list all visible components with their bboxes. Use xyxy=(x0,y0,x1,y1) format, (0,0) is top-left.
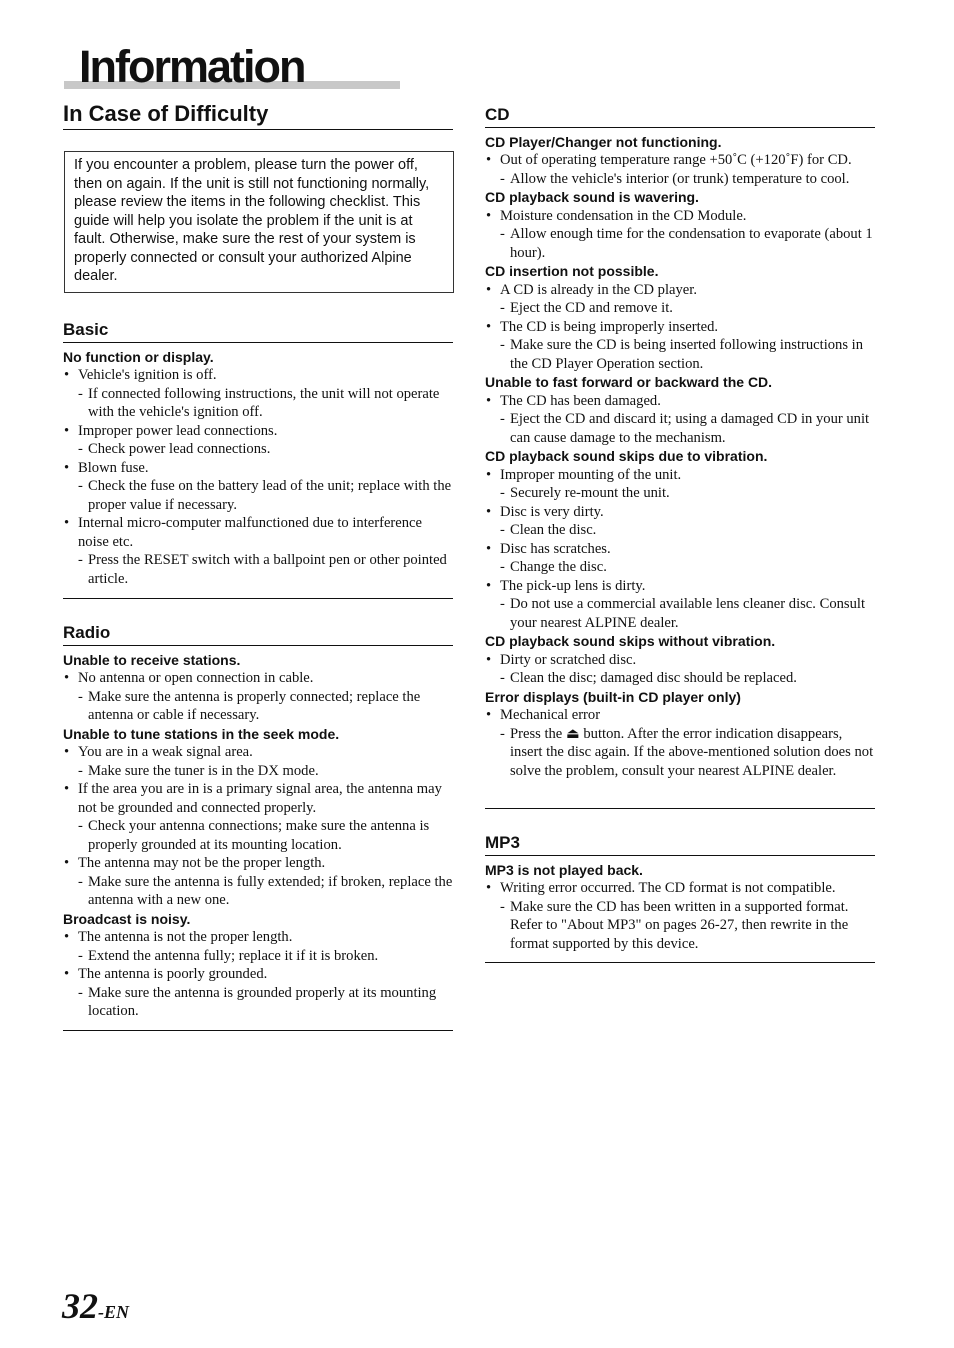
remedy-dash: - xyxy=(500,725,505,742)
cause-list xyxy=(63,669,453,725)
cause-list xyxy=(63,743,453,910)
remedy-item xyxy=(500,225,875,262)
cause-item xyxy=(63,459,453,515)
cause-text: Internal micro-computer malfunctioned due to interference noise etc. xyxy=(78,515,423,550)
problem-heading: CD playback sound skips due to vibration. xyxy=(485,448,768,465)
page-number-value: 32 xyxy=(62,1286,98,1326)
remedy-dash: - xyxy=(78,441,83,458)
remedy-dash: - xyxy=(500,411,505,428)
remedy-item xyxy=(78,984,453,1021)
remedy-dash: - xyxy=(500,485,505,502)
problem-heading: Broadcast is noisy. xyxy=(63,910,191,927)
cause-text: Disc has scratches. xyxy=(500,540,611,557)
problem-heading: Unable to receive stations. xyxy=(63,651,241,668)
problem-heading: CD insertion not possible. xyxy=(485,263,659,280)
cause-text: Moisture condensation in the CD Module. xyxy=(500,207,747,224)
remedy-text: Eject the CD and discard it; using a damaged CD in your unit can cause damage to the mechanism. xyxy=(510,411,870,446)
cause-text: The CD is being improperly inserted. xyxy=(500,318,719,335)
cause-item xyxy=(485,207,875,263)
remedy-dash: - xyxy=(500,670,505,687)
problem-heading: MP3 is not played back. xyxy=(485,861,643,878)
section-radio xyxy=(63,623,453,1031)
section-title: Radio xyxy=(63,623,453,646)
section-title: Basic xyxy=(63,320,453,343)
remedy-text: Make sure the antenna is fully extended; if broken, replace the antenna with a new one. xyxy=(88,873,453,909)
remedy-dash: - xyxy=(78,478,83,495)
section-title: MP3 xyxy=(485,833,875,856)
remedy-item xyxy=(78,551,453,588)
remedy-text: Clean the disc; damaged disc should be replaced. xyxy=(510,670,797,687)
problem-heading: Unable to tune stations in the seek mode. xyxy=(63,725,340,742)
remedy-dash: - xyxy=(78,818,83,835)
cause-item xyxy=(485,281,875,318)
cause-text: A CD is already in the CD player. xyxy=(500,281,697,298)
cause-item xyxy=(63,422,453,459)
cause-item xyxy=(485,577,875,633)
cause-text: Out of operating temperature range +50˚C (+120˚F) for CD. xyxy=(500,152,852,169)
cause-item xyxy=(63,366,453,422)
remedy-item xyxy=(78,477,453,514)
section-mp3 xyxy=(485,833,875,963)
remedy-item xyxy=(500,299,875,318)
remedy-item xyxy=(500,336,875,373)
cause-item xyxy=(63,928,453,965)
page-number-suffix: -EN xyxy=(98,1302,129,1322)
remedy-dash: - xyxy=(500,300,505,317)
cause-list xyxy=(485,392,875,448)
intro-title: In Case of Difficulty xyxy=(63,101,453,130)
remedy-dash: - xyxy=(500,522,505,539)
cause-item xyxy=(63,669,453,725)
remedy-dash: - xyxy=(500,337,505,354)
remedy-text: Make sure the antenna is grounded properly at its mounting location. xyxy=(88,984,437,1020)
cause-text: Mechanical error xyxy=(500,707,601,724)
problem-heading: Unable to fast forward or backward the CD. xyxy=(485,374,773,391)
cause-list xyxy=(63,366,453,588)
remedy-dash: - xyxy=(78,688,83,705)
cause-item xyxy=(485,466,875,503)
remedy-dash: - xyxy=(78,385,83,402)
cause-text: The pick-up lens is dirty. xyxy=(500,577,646,594)
cause-text: The antenna may not be the proper length. xyxy=(78,855,326,872)
remedy-item xyxy=(500,669,875,688)
remedy-item xyxy=(500,484,875,503)
cause-list xyxy=(485,879,875,953)
cause-item xyxy=(63,514,453,588)
cause-list xyxy=(485,706,875,780)
remedy-text: Clean the disc. xyxy=(510,522,597,539)
problem-heading: CD Player/Changer not functioning. xyxy=(485,133,722,150)
page-number xyxy=(62,1288,129,1324)
remedy-item xyxy=(78,385,453,422)
remedy-item xyxy=(78,817,453,854)
remedy-text: Press the ⏏ button. After the error indication disappears, insert the disc again. If the above-mentioned solution does not solve the problem, consult your nearest ALPINE dealer. xyxy=(510,725,874,779)
cause-item xyxy=(63,780,453,854)
cause-item xyxy=(63,743,453,780)
remedy-dash: - xyxy=(78,552,83,569)
section-basic xyxy=(63,320,453,599)
remedy-item xyxy=(78,873,453,910)
problem-heading: CD playback sound is wavering. xyxy=(485,189,699,206)
cause-text: Improper power lead connections. xyxy=(78,422,278,439)
remedy-item xyxy=(500,558,875,577)
problem-heading: Error displays (built-in CD player only) xyxy=(485,688,741,705)
remedy-item xyxy=(500,725,875,781)
cause-text: Blown fuse. xyxy=(78,459,149,476)
cause-text: The antenna is not the proper length. xyxy=(78,929,293,946)
cause-text: The CD has been damaged. xyxy=(500,392,661,409)
remedy-text: Allow enough time for the condensation to evaporate (about 1 hour). xyxy=(510,226,873,261)
cause-text: Dirty or scratched disc. xyxy=(500,651,637,668)
page-title: Information xyxy=(79,41,305,92)
remedy-text: Check power lead connections. xyxy=(88,441,271,458)
remedy-text: Change the disc. xyxy=(510,559,607,576)
cause-list xyxy=(485,207,875,263)
remedy-text: Allow the vehicle's interior (or trunk) temperature to cool. xyxy=(510,170,850,187)
remedy-text: Check your antenna connections; make sure the antenna is properly grounded at its mounting location. xyxy=(88,818,430,853)
cause-item xyxy=(63,965,453,1021)
remedy-text: Securely re-mount the unit. xyxy=(510,485,670,502)
cause-text: Disc is very dirty. xyxy=(500,503,604,520)
remedy-text: Press the RESET switch with a ballpoint pen or other pointed article. xyxy=(88,552,447,587)
remedy-dash: - xyxy=(78,947,83,964)
cause-item xyxy=(485,706,875,780)
cause-item xyxy=(485,151,875,188)
remedy-text: Make sure the tuner is in the DX mode. xyxy=(88,762,319,779)
cause-item xyxy=(485,392,875,448)
cause-list xyxy=(485,651,875,688)
section-title: CD xyxy=(485,105,875,128)
remedy-dash: - xyxy=(500,226,505,243)
remedy-item xyxy=(78,947,453,966)
remedy-text: Check the fuse on the battery lead of the unit; replace with the proper value if necessary. xyxy=(88,478,452,513)
remedy-dash: - xyxy=(78,984,83,1001)
remedy-text: Make sure the CD is being inserted following instructions in the CD Player Operation section. xyxy=(510,337,864,372)
remedy-item xyxy=(78,440,453,459)
remedy-item xyxy=(78,762,453,781)
cause-item xyxy=(485,879,875,953)
cause-list xyxy=(485,281,875,374)
remedy-text: Make sure the CD has been written in a supported format. Refer to "About MP3" on pages 26-27, then rewrite in the format supported by this device. xyxy=(510,898,849,952)
cause-text: You are in a weak signal area. xyxy=(78,744,253,761)
remedy-dash: - xyxy=(500,898,505,915)
remedy-item xyxy=(500,170,875,189)
remedy-dash: - xyxy=(500,596,505,613)
remedy-item xyxy=(500,595,875,632)
remedy-dash: - xyxy=(78,762,83,779)
cause-item xyxy=(485,503,875,540)
remedy-text: Make sure the antenna is properly connected; replace the antenna or cable if necessary. xyxy=(88,688,421,724)
remedy-dash: - xyxy=(500,559,505,576)
remedy-text: Do not use a commercial available lens cleaner disc. Consult your nearest ALPINE dealer. xyxy=(510,596,865,631)
remedy-dash: - xyxy=(78,873,83,890)
cause-text: Vehicle's ignition is off. xyxy=(78,367,217,384)
remedy-text: Extend the antenna fully; replace it if it is broken. xyxy=(88,947,379,964)
cause-item xyxy=(63,854,453,910)
cause-text: The antenna is poorly grounded. xyxy=(78,966,268,983)
remedy-item xyxy=(500,898,875,954)
remedy-item xyxy=(78,688,453,725)
cause-list xyxy=(63,928,453,1021)
cause-list xyxy=(485,466,875,633)
cause-item xyxy=(485,651,875,688)
problem-heading: No function or display. xyxy=(63,348,214,365)
remedy-text: If connected following instructions, the unit will not operate with the vehicle's ignition off. xyxy=(88,385,440,421)
remedy-item xyxy=(500,410,875,447)
cause-item xyxy=(485,318,875,374)
cause-text: No antenna or open connection in cable. xyxy=(78,670,314,687)
cause-text: Writing error occurred. The CD format is not compatible. xyxy=(500,880,836,897)
remedy-dash: - xyxy=(500,170,505,187)
section-cd xyxy=(485,105,875,809)
remedy-item xyxy=(500,521,875,540)
problem-heading: CD playback sound skips without vibration. xyxy=(485,633,776,650)
cause-text: If the area you are in is a primary signal area, the antenna may not be grounded and connected properly. xyxy=(78,781,442,816)
intro-box: If you encounter a problem, please turn the power off, then on again. If the unit is still not functioning normally, please review the items in the following checklist. This guide will help you isolate the problem if the unit is at fault. Otherwise, make sure the rest of your system is properly connected or consult your authorized Alpine dealer. xyxy=(64,151,454,293)
cause-list xyxy=(485,151,875,188)
cause-item xyxy=(485,540,875,577)
cause-text: Improper mounting of the unit. xyxy=(500,466,682,483)
remedy-text: Eject the CD and remove it. xyxy=(510,300,673,317)
